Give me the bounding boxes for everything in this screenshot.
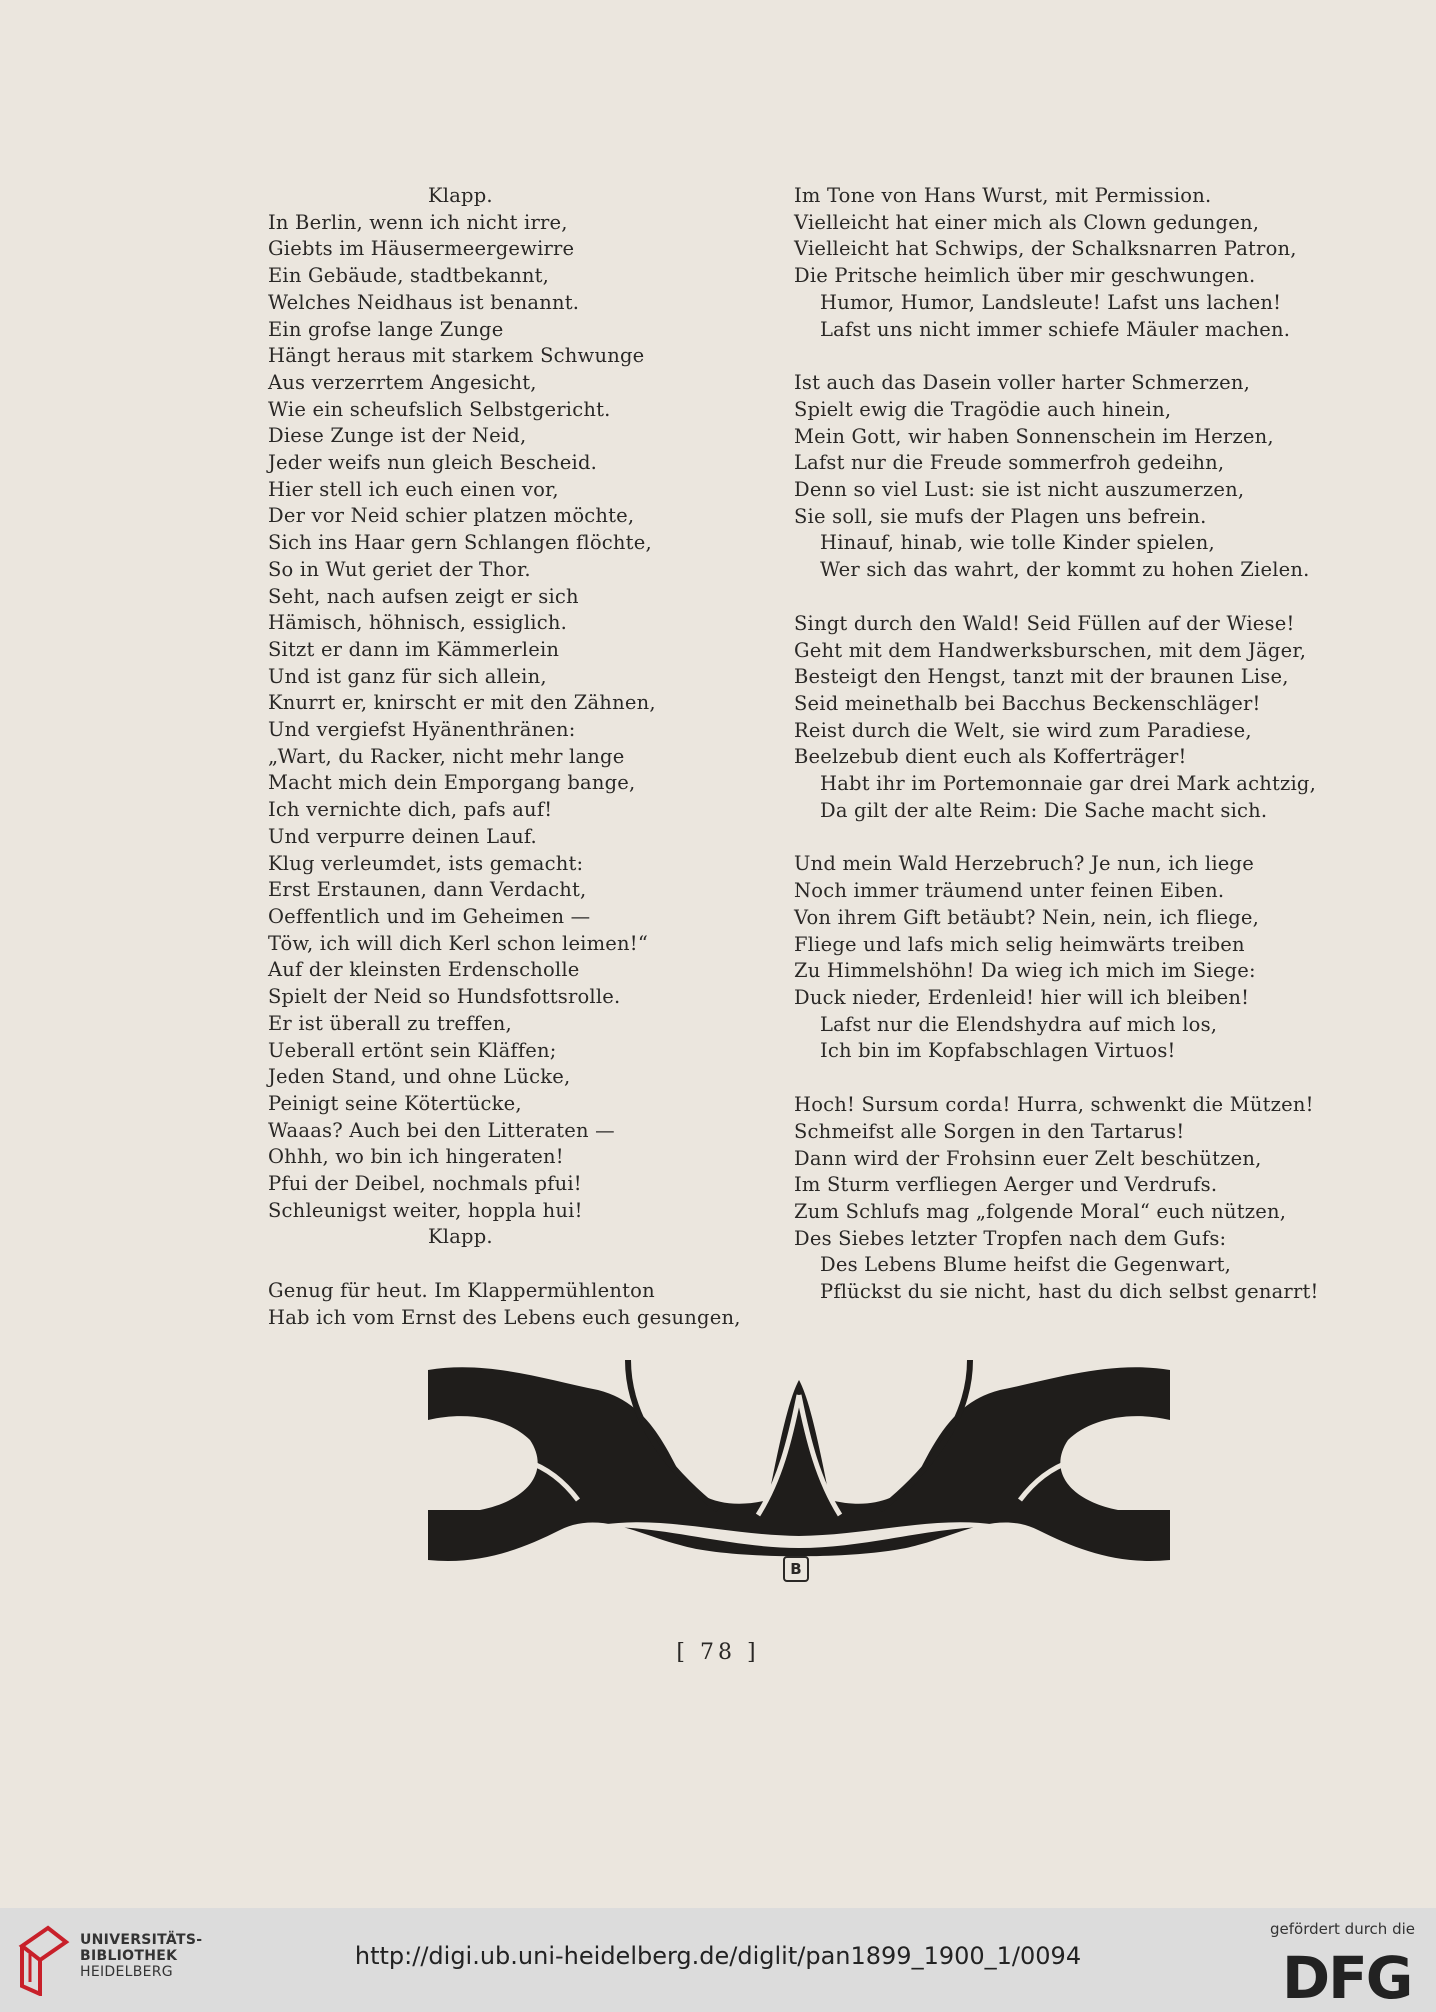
poem-line: So in Wut geriet der Thor. [268,557,531,581]
poem-line: Ich bin im Kopfabschlagen Virtuos! [820,1039,1176,1063]
poem-line: Vielleicht hat einer mich als Clown gedungen, [794,210,1260,234]
poem-line: Duck nieder, Erdenleid! hier will ich bleiben! [794,985,1250,1009]
poem-line: Sich ins Haar gern Schlangen flöchte, [268,531,652,555]
poem-line: Mein Gott, wir haben Sonnenschein im Herzen, [794,424,1274,448]
poem-line: Spielt ewig die Tragödie auch hinein, [794,397,1172,421]
poem-line: Genug für heut. Im Klappermühlenton [268,1279,655,1303]
stanza-gap [794,1065,1334,1092]
poem-line: Klapp. [428,1225,493,1249]
dfg-logo: DFG [1282,1944,1412,2012]
poem-line: Wie ein scheufslich Selbstgericht. [268,397,611,421]
poem-line: Dann wird der Frohsinn euer Zelt beschützen, [794,1146,1262,1170]
poem-line: Ohhh, wo bin ich hingeraten! [268,1145,564,1169]
poem-line: Im Sturm verfliegen Aerger und Verdrufs. [794,1173,1218,1197]
poem-line: Vielleicht hat Schwips, der Schalksnarren Patron, [794,237,1297,261]
poem-line: Töw, ich will dich Kerl schon leimen!“ [268,931,649,955]
poem-line: Aus verzerrtem Angesicht, [268,370,537,394]
poem-line: Habt ihr im Portemonnaie gar drei Mark achtzig, [820,772,1316,796]
poem-line: Pfui der Deibel, nochmals pfui! [268,1172,582,1196]
poem-line: Hab ich vom Ernst des Lebens euch gesungen, [268,1305,741,1329]
poem-line: Hier stell ich euch einen vor, [268,477,559,501]
poem-line: Er ist überall zu treffen, [268,1011,512,1035]
poem-line: Seid meinethalb bei Bacchus Beckenschläger! [794,691,1261,715]
poem-line: Lafst uns nicht immer schiefe Mäuler machen. [820,317,1291,341]
poem-line: Geht mit dem Handwerksburschen, mit dem Jäger, [794,638,1307,662]
poem-line: Singt durch den Wald! Seid Füllen auf der Wiese! [794,611,1295,635]
poem-line: Beelzebub dient euch als Kofferträger! [794,745,1187,769]
library-name-line3: HEIDELBERG [80,1964,173,1980]
poem-line: Jeden Stand, und ohne Lücke, [268,1065,571,1089]
poem-line: Denn so viel Lust: sie ist nicht auszumerzen, [794,478,1245,502]
art-nouveau-ornament-icon [428,1360,1170,1572]
poem-line: Hängt heraus mit starkem Schwunge [268,344,645,368]
poem-line: Sitzt er dann im Kämmerlein [268,637,560,661]
poem-line: Auf der kleinsten Erdenscholle [268,958,580,982]
funded-by-label: gefördert durch die [1270,1920,1415,1938]
poem-line: Besteigt den Hengst, tanzt mit der braunen Lise, [794,665,1289,689]
poem-line: Reist durch die Welt, sie wird zum Paradiese, [794,718,1252,742]
poem-line: Der vor Neid schier platzen möchte, [268,504,635,528]
poem-column-right [794,183,1334,1306]
poem-line: Schmeifst alle Sorgen in den Tartarus! [794,1119,1185,1143]
poem-line: Zum Schlufs mag „folgende Moral“ euch nützen, [794,1199,1287,1223]
poem-line: Seht, nach aufsen zeigt er sich [268,584,579,608]
poem-line: Des Lebens Blume heifst die Gegenwart, [820,1253,1232,1277]
poem-line: Giebts im Häusermeergewirre [268,237,575,261]
poem-line: Und mein Wald Herzebruch? Je nun, ich liege [794,852,1254,876]
poem-line: Im Tone von Hans Wurst, mit Permission. [794,184,1212,207]
poem-line: „Wart, du Racker, nicht mehr lange [268,744,625,768]
poem-line: Die Pritsche heimlich über mir geschwungen. [794,264,1256,288]
poem-line: Lafst nur die Freude sommerfroh gedeihn, [794,451,1225,475]
poem-line: Da gilt der alte Reim: Die Sache macht sich. [820,798,1268,822]
poem-line: Peinigt seine Kötertücke, [268,1091,522,1115]
poem-line: Lafst nur die Elendshydra auf mich los, [820,1012,1218,1036]
poem-line: In Berlin, wenn ich nicht irre, [268,210,568,234]
poem-line: Ueberall ertönt sein Kläffen; [268,1038,557,1062]
poem-line: Jeder weifs nun gleich Bescheid. [268,451,598,475]
poem-line: Ein grofse lange Zunge [268,317,504,341]
poem-line: Humor, Humor, Landsleute! Lafst uns lachen! [820,290,1282,314]
poem-column-left [268,183,788,1332]
poem-line: Ist auch das Dasein voller harter Schmerzen, [794,371,1250,395]
poem-line: Oeffentlich und im Geheimen — [268,904,591,928]
poem-line: Diese Zunge ist der Neid, [268,424,527,448]
poem-line: Und ist ganz für sich allein, [268,664,547,688]
stanza-gap [794,584,1334,611]
poem-line: Hinauf, hinab, wie tolle Kinder spielen, [820,531,1215,555]
poem-line: Von ihrem Gift betäubt? Nein, nein, ich fliege, [794,905,1260,929]
poem-line: Macht mich dein Emporgang bange, [268,771,636,795]
poem-line: Ich vernichte dich, pafs auf! [268,798,553,822]
poem-line: Welches Neidhaus ist benannt. [268,290,580,314]
artist-monogram: B [783,1556,809,1582]
poem-line: Und vergiefst Hyänenthränen: [268,718,576,742]
poem-line: Zu Himmelshöhn! Da wieg ich mich im Siege: [794,959,1256,983]
poem-line: Klug verleumdet, ists gemacht: [268,851,584,875]
library-name-line1: UNIVERSITÄTS- [80,1932,203,1948]
poem-line: Spielt der Neid so Hundsfottsrolle. [268,985,621,1009]
poem-line: Waaas? Auch bei den Litteraten — [268,1118,615,1142]
poem-line: Klapp. [428,184,493,207]
poem-line: Fliege und lafs mich selig heimwärts treiben [794,932,1245,956]
poem-line: Und verpurre deinen Lauf. [268,824,537,848]
stanza-gap [794,824,1334,851]
poem-line: Pflückst du sie nicht, hast du dich selbst genarrt! [820,1280,1319,1304]
poem-line: Hämisch, höhnisch, essiglich. [268,611,568,635]
poem-line: Hoch! Sursum corda! Hurra, schwenkt die Mützen! [794,1093,1314,1117]
poem-line: Noch immer träumend unter feinen Eiben. [794,879,1225,903]
poem-line: Sie soll, sie mufs der Plagen uns befrein. [794,504,1207,528]
library-name-line2: BIBLIOTHEK [80,1948,178,1964]
poem-line: Des Siebes letzter Tropfen nach dem Gufs: [794,1226,1227,1250]
poem-line: Schleunigst weiter, hoppla hui! [268,1198,583,1222]
poem-line: Ein Gebäude, stadtbekannt, [268,264,550,288]
permalink-url[interactable]: http://digi.ub.uni-heidelberg.de/diglit/pan1899_1900_1/0094 [354,1942,1082,1970]
poem-line: Wer sich das wahrt, der kommt zu hohen Zielen. [820,558,1310,582]
stanza-gap [268,1251,788,1278]
poem-line: Erst Erstaunen, dann Verdacht, [268,878,587,902]
stanza-gap [794,343,1334,370]
digitization-footer [0,1908,1436,2012]
poem-line: Knurrt er, knirscht er mit den Zähnen, [268,691,656,715]
page-number: [ 78 ] [676,1640,760,1665]
